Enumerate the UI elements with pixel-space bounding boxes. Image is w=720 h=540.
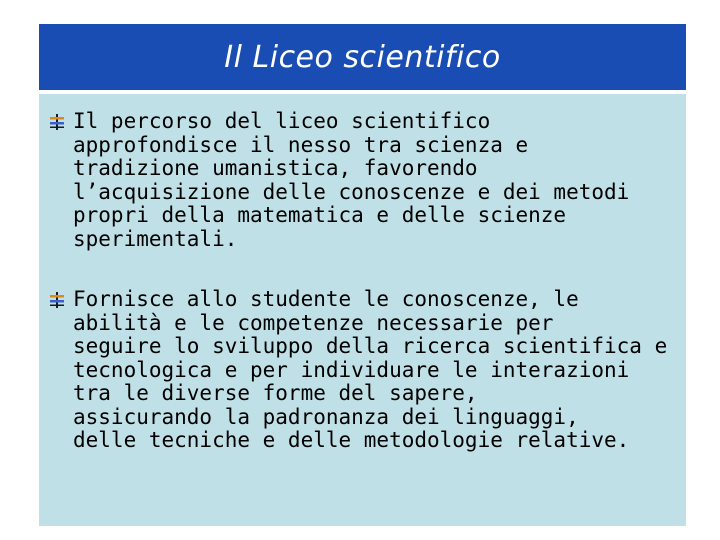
bullet-text: Fornisce allo studente le conoscenze, le abilità e le competenze necessarie per seguire lo sviluppo della ricerca scientifica e tecnologica e per individuare le interazioni tra le diverse forme del sapere, assicurando la padronanza dei linguaggi, delle tecniche e delle metodologie relative. — [73, 287, 668, 452]
slide-title: Il Liceo scientifico — [224, 39, 501, 75]
content-panel — [39, 94, 686, 526]
bullet-marker-icon — [49, 114, 65, 130]
title-bar — [39, 24, 686, 90]
bullet-marker-icon — [49, 292, 65, 308]
bullet-text: Il percorso del liceo scientifico approfondisce il nesso tra scienza e tradizione umanistica, favorendo l’acquisizione delle conoscenze e dei metodi propri della matematica e delle scienze sperimentali. — [73, 109, 630, 251]
